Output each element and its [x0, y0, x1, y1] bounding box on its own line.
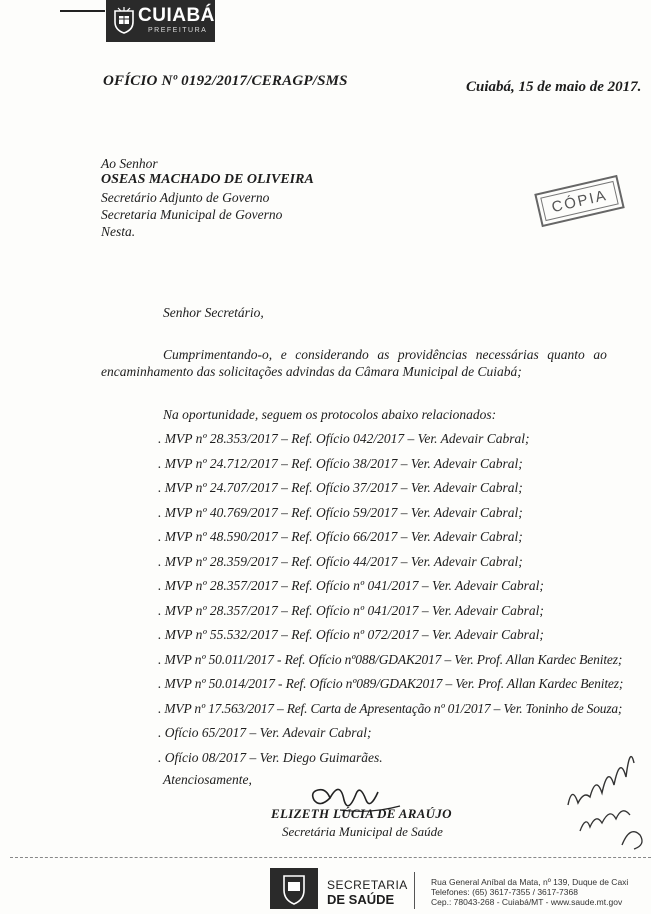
paragraph-line-2: encaminhamento das solicitações advindas da Câmara Municipal de Cuiabá;: [101, 364, 522, 379]
footer-logo-line2: DE SAÚDE: [327, 892, 395, 907]
footer-address-line1: Rua General Aníbal da Mata, nº 139, Duque de Caxi: [431, 877, 629, 887]
cuiaba-prefeitura-logo: [106, 0, 215, 42]
list-item: . MVP nº 50.011/2017 - Ref. Ofício nº088/GDAK2017 – Ver. Prof. Allan Kardec Benitez;: [158, 651, 623, 667]
list-item: . MVP nº 50.014/2017 - Ref. Ofício nº089/GDAK2017 – Ver. Prof. Allan Kardec Benitez;: [158, 676, 624, 691]
logo-name: CUIABÁ: [138, 5, 215, 26]
list-item: . Ofício 08/2017 – Ver. Diego Guimarães.: [158, 749, 383, 765]
footer-separator: [414, 872, 415, 909]
list-item: . MVP nº 48.590/2017 – Ref. Ofício 66/2017 – Ver. Adevair Cabral;: [158, 529, 523, 544]
top-rule: [60, 10, 105, 12]
list-item: . MVP nº 28.357/2017 – Ref. Ofício nº 041/2017 – Ver. Adevair Cabral;: [158, 578, 544, 593]
paragraph-line-1: Cumprimentando-o, e considerando as providências necessárias quanto ao: [163, 347, 607, 362]
footer-address: [431, 877, 651, 907]
handwritten-rubric: [560, 735, 650, 855]
addressee-location: Nesta.: [101, 224, 136, 239]
letter-date: Cuiabá, 15 de maio de 2017.: [466, 79, 642, 95]
logo-subtitle: PREFEITURA: [148, 27, 208, 34]
list-item: . MVP nº 28.359/2017 – Ref. Ofício 44/2017 – Ver. Adevair Cabral;: [158, 553, 523, 569]
addressee-name: OSEAS MACHADO DE OLIVEIRA: [101, 172, 314, 187]
list-item: . MVP nº 55.532/2017 – Ref. Ofício nº 072/2017 – Ver. Adevair Cabral;: [158, 627, 544, 642]
list-item: . MVP nº 28.353/2017 – Ref. Ofício 042/2017 – Ver. Adevair Cabral;: [158, 431, 530, 446]
list-item: . MVP nº 40.769/2017 – Ref. Ofício 59/2017 – Ver. Adevair Cabral;: [158, 504, 523, 520]
crest-icon: [270, 868, 318, 909]
footer-address-line3: Cep.: 78043-268 - Cuiabá/MT - www.saude.mt.gov: [431, 897, 623, 907]
addressee-salutation: Ao Senhor: [101, 156, 158, 171]
signatory-name: ELIZETH LÚCIA DE ARAÚJO: [271, 806, 452, 821]
copy-stamp-text: CÓPIA: [540, 181, 618, 221]
list-item: . MVP nº 17.563/2017 – Ref. Carta de Apresentação nº 01/2017 – Ver. Toninho de Souza;: [158, 700, 623, 716]
city-crest-icon: [113, 6, 135, 34]
addressee-role: Secretário Adjunto de Governo: [101, 190, 270, 205]
list-item: . MVP nº 24.712/2017 – Ref. Ofício 38/2017 – Ver. Adevair Cabral;: [158, 455, 523, 471]
footer-logo-line1: SECRETARIA: [327, 878, 408, 892]
list-intro: Na oportunidade, seguem os protocolos abaixo relacionados:: [163, 407, 497, 422]
addressee-department: Secretaria Municipal de Governo: [101, 207, 283, 222]
footer-divider: [10, 857, 651, 858]
oficio-number: OFÍCIO Nº 0192/2017/CERAGP/SMS: [103, 73, 348, 89]
list-item: . MVP nº 24.707/2017 – Ref. Ofício 37/2017 – Ver. Adevair Cabral;: [158, 480, 523, 495]
secretaria-saude-logo: [270, 868, 408, 909]
footer-address-line2: Telefones: (65) 3617-7355 / 3617-7368: [431, 887, 578, 897]
list-item: . MVP nº 28.357/2017 – Ref. Ofício nº 041/2017 – Ver. Adevair Cabral;: [158, 602, 544, 618]
signatory-title: Secretária Municipal de Saúde: [282, 824, 443, 839]
closing: Atenciosamente,: [163, 772, 252, 787]
copy-stamp: [534, 175, 624, 227]
list-item: . Ofício 65/2017 – Ver. Adevair Cabral;: [158, 725, 372, 740]
footer-logo-block: [270, 868, 318, 909]
greeting: Senhor Secretário,: [163, 305, 264, 320]
